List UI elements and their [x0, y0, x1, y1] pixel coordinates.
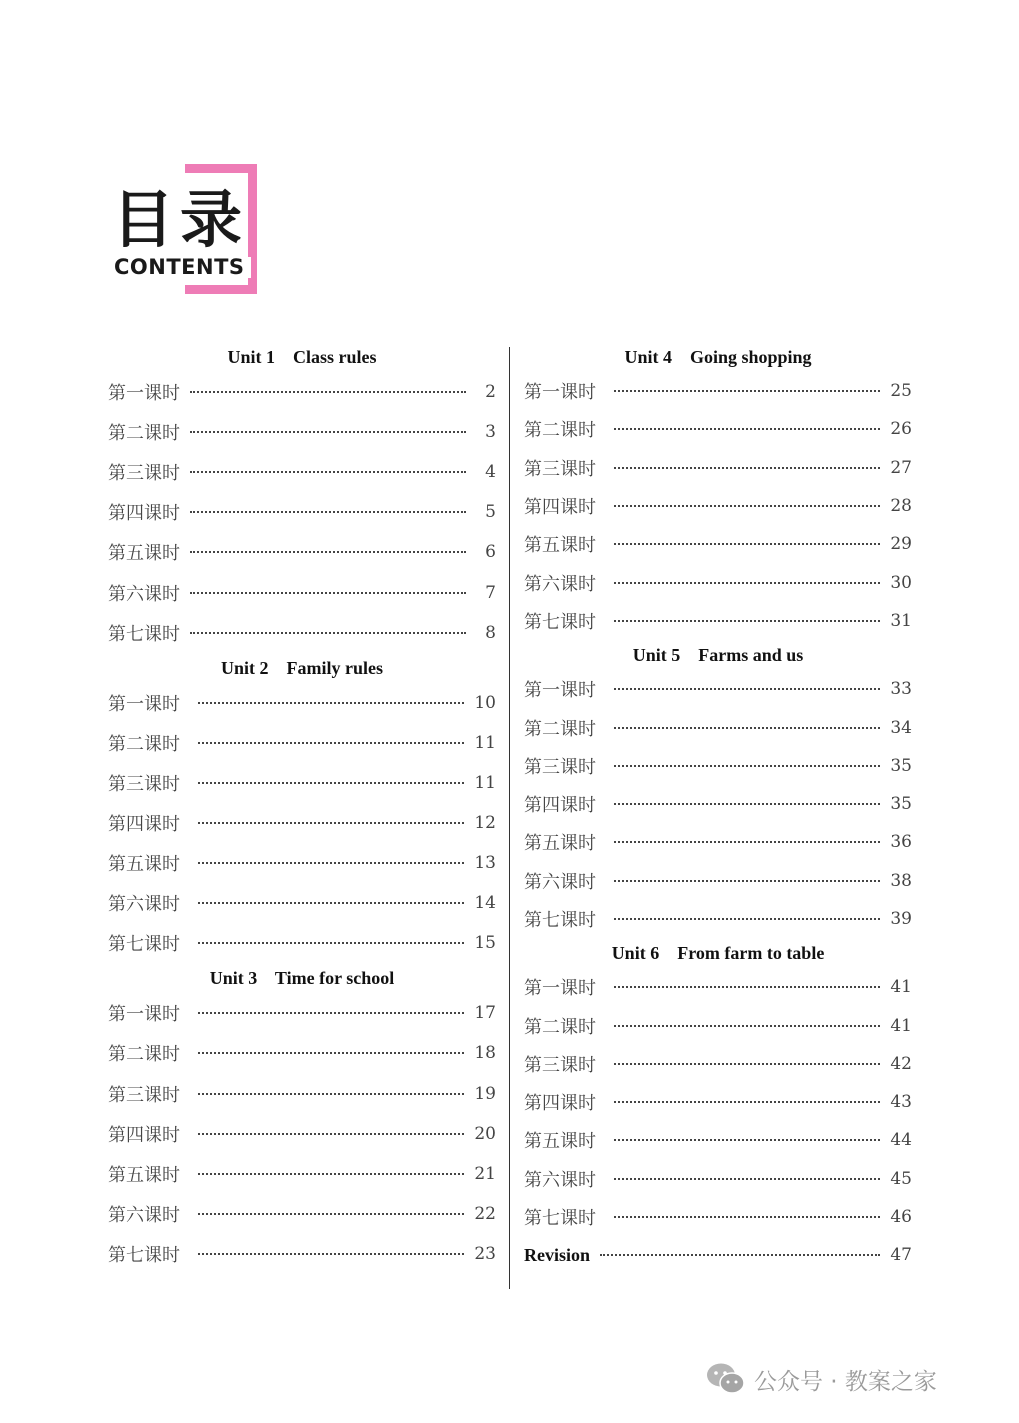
page-number: 8 [485, 622, 496, 643]
lesson-label: 第四课时 [108, 1124, 180, 1146]
unit-heading: Unit 1 Class rules [227, 347, 377, 367]
toc-entry[interactable] [108, 1074, 496, 1114]
lesson-label: 第一课时 [108, 1004, 180, 1026]
dot-leader [614, 986, 880, 988]
page-number: 23 [474, 1243, 496, 1264]
toc-entry[interactable] [108, 803, 496, 843]
lesson-label: 第四课时 [108, 503, 180, 525]
dot-leader [198, 1133, 464, 1135]
toc-entry[interactable] [524, 1006, 912, 1044]
lesson-label: 第三课时 [108, 773, 180, 795]
page-number: 41 [890, 977, 912, 998]
toc-entry[interactable] [524, 410, 912, 448]
toc-entry[interactable] [524, 900, 912, 938]
lesson-label: 第四课时 [524, 497, 596, 519]
page-number: 42 [890, 1053, 912, 1074]
toc-entry[interactable] [108, 723, 496, 763]
lesson-label: 第五课时 [524, 1131, 596, 1153]
dot-leader [614, 620, 880, 622]
toc-entry[interactable] [108, 1114, 496, 1154]
page-number: 12 [474, 812, 496, 833]
lesson-label: 第三课时 [108, 1084, 180, 1106]
toc-entry[interactable] [524, 862, 912, 900]
dot-leader [614, 1139, 880, 1141]
page-number: 35 [890, 794, 912, 815]
page-number: 28 [890, 496, 912, 517]
page-number: 31 [890, 610, 912, 631]
revision-label: Revision [524, 1244, 591, 1265]
dot-leader [198, 782, 464, 784]
page-number: 39 [890, 909, 912, 929]
dot-leader [614, 390, 880, 392]
lesson-label: 第一课时 [524, 978, 596, 1000]
toc-entry[interactable] [524, 602, 912, 640]
lesson-label: 第一课时 [524, 382, 596, 404]
toc-entry[interactable] [108, 412, 496, 452]
column-divider [509, 347, 510, 1289]
page-number: 10 [474, 692, 496, 713]
page-number: 17 [474, 1003, 496, 1024]
unit-heading: Unit 3 Time for school [209, 968, 395, 989]
toc-entry[interactable] [108, 883, 496, 923]
lesson-label: 第六课时 [108, 583, 180, 605]
dot-leader [614, 765, 880, 767]
dot-leader [198, 902, 464, 904]
dot-leader [198, 1093, 464, 1095]
lesson-label: 第六课时 [108, 1204, 180, 1226]
toc-entry[interactable] [524, 1083, 912, 1121]
toc-entry[interactable] [524, 1198, 912, 1236]
toc-entry[interactable] [524, 785, 912, 823]
dot-leader [614, 1101, 880, 1103]
watermark-text: 公众号 · 教案之家 [754, 1368, 937, 1395]
lesson-label: 第五课时 [524, 833, 596, 855]
lesson-label: 第三课时 [524, 1054, 596, 1076]
lesson-label: 第七课时 [524, 611, 596, 633]
page-number: 19 [474, 1083, 496, 1104]
toc-entry[interactable] [524, 968, 912, 1006]
lesson-label: 第一课时 [108, 383, 180, 405]
page-number: 35 [890, 755, 912, 776]
lesson-label: 第六课时 [524, 1169, 596, 1191]
lesson-label: 第七课时 [108, 1244, 180, 1266]
toc-entry[interactable] [108, 763, 496, 803]
lesson-label: 第二课时 [108, 423, 180, 445]
page-subtitle: CONTENTS [114, 257, 251, 278]
dot-leader [614, 688, 880, 690]
dot-leader [614, 582, 880, 584]
lesson-label: 第四课时 [108, 813, 180, 835]
lesson-label: 第三课时 [108, 463, 180, 485]
lesson-label: 第七课时 [524, 1208, 596, 1230]
page-number: 14 [474, 893, 496, 914]
dot-leader [198, 1052, 464, 1054]
page-number: 2 [485, 382, 496, 403]
toc-right-column [524, 342, 912, 1275]
page-number: 7 [485, 582, 496, 603]
toc-entry[interactable] [108, 1234, 496, 1274]
page-number: 34 [890, 717, 912, 738]
lesson-label: 第六课时 [524, 871, 596, 893]
toc-entry[interactable] [524, 1045, 912, 1083]
unit-heading: Unit 4 Going shopping [624, 347, 812, 367]
lesson-label: 第五课时 [524, 535, 596, 557]
dot-leader [614, 467, 880, 469]
lesson-label: 第二课时 [108, 733, 180, 755]
page-number: 13 [474, 853, 496, 874]
page-number: 6 [485, 542, 496, 563]
page-number: 21 [474, 1163, 496, 1184]
dot-leader [614, 1063, 880, 1065]
toc-entry[interactable] [524, 823, 912, 861]
toc-entry[interactable] [108, 1154, 496, 1194]
lesson-label: 第一课时 [108, 693, 180, 715]
toc-entry[interactable] [108, 492, 496, 532]
toc-entry[interactable] [524, 449, 912, 487]
unit-heading: Unit 5 Farms and us [632, 645, 804, 666]
dot-leader [614, 428, 880, 430]
dot-leader [190, 551, 466, 553]
toc-entry[interactable] [108, 613, 496, 653]
dot-leader [614, 880, 880, 882]
lesson-label: 第二课时 [108, 1044, 180, 1066]
toc-entry[interactable] [524, 670, 912, 708]
page-number: 43 [890, 1092, 912, 1113]
dot-leader [198, 742, 464, 744]
dot-leader [614, 1025, 880, 1027]
toc-entry[interactable] [524, 1121, 912, 1159]
page-number: 47 [890, 1245, 912, 1266]
dot-leader [614, 918, 880, 920]
toc-entry[interactable] [108, 923, 496, 963]
toc-entry[interactable] [108, 843, 496, 883]
toc-entry[interactable] [108, 532, 496, 572]
page-number: 45 [890, 1168, 912, 1189]
unit-heading: Unit 6 From farm to table [611, 943, 825, 964]
dot-leader [198, 1253, 464, 1255]
lesson-label: 第五课时 [108, 1164, 180, 1186]
toc-left-column [108, 342, 496, 1274]
lesson-label: 第四课时 [524, 1093, 596, 1115]
dot-leader [600, 1254, 880, 1256]
page-number: 18 [474, 1043, 496, 1064]
dot-leader [614, 505, 880, 507]
wechat-icon [706, 1362, 746, 1396]
dot-leader [190, 471, 466, 473]
dot-leader [190, 592, 466, 594]
lesson-label: 第五课时 [108, 854, 180, 876]
page-number: 25 [890, 381, 912, 402]
toc-entry[interactable] [108, 1033, 496, 1073]
dot-leader [198, 862, 464, 864]
dot-leader [198, 1173, 464, 1175]
page-number: 46 [890, 1207, 912, 1228]
dot-leader [198, 1012, 464, 1014]
dot-leader [190, 431, 466, 433]
lesson-label: 第二课时 [524, 420, 596, 442]
lesson-label: 第七课时 [108, 623, 180, 645]
page-number: 38 [890, 870, 912, 891]
dot-leader [190, 391, 466, 393]
dot-leader [198, 942, 464, 944]
dot-leader [614, 543, 880, 545]
toc-entry[interactable] [108, 683, 496, 723]
watermark [706, 1362, 937, 1396]
page-number: 3 [485, 422, 496, 443]
toc-entry[interactable] [524, 563, 912, 601]
lesson-label: 第六课时 [108, 894, 180, 916]
toc-entry[interactable] [108, 993, 496, 1033]
toc-entry[interactable] [524, 708, 912, 746]
page-number: 20 [474, 1123, 496, 1144]
page-number: 11 [474, 732, 496, 753]
toc-entry[interactable] [108, 372, 496, 412]
lesson-label: 第五课时 [108, 543, 180, 565]
page-number: 29 [890, 534, 912, 555]
page-number: 36 [890, 832, 912, 853]
page-number: 4 [485, 462, 496, 483]
toc-entry[interactable] [524, 525, 912, 563]
page-number: 26 [890, 419, 912, 440]
dot-leader [614, 841, 880, 843]
toc-entry[interactable] [108, 452, 496, 492]
toc-entry[interactable] [108, 1194, 496, 1234]
lesson-label: 第六课时 [524, 573, 596, 595]
lesson-label: 第三课时 [524, 458, 596, 480]
page-number: 5 [485, 502, 496, 523]
dot-leader [614, 803, 880, 805]
toc-entry[interactable] [524, 372, 912, 410]
dot-leader [198, 1213, 464, 1215]
page-title: 目录 [112, 183, 249, 256]
page-number: 33 [890, 679, 912, 700]
contents-header [112, 164, 272, 304]
page-number: 15 [474, 933, 496, 954]
toc-entry[interactable] [108, 572, 496, 612]
page-number: 30 [890, 572, 912, 593]
lesson-label: 第三课时 [524, 756, 596, 778]
lesson-label: 第一课时 [524, 680, 596, 702]
dot-leader [614, 1216, 880, 1218]
toc-entry[interactable] [524, 747, 912, 785]
page-number: 44 [890, 1130, 912, 1151]
toc-entry[interactable] [524, 487, 912, 525]
page-number: 27 [890, 457, 912, 478]
dot-leader [198, 822, 464, 824]
page-number: 41 [890, 1015, 912, 1036]
lesson-label: 第四课时 [524, 795, 596, 817]
lesson-label: 第二课时 [524, 1016, 596, 1038]
unit-heading: Unit 2 Family rules [221, 657, 383, 678]
toc-entry[interactable] [524, 1160, 912, 1198]
dot-leader [614, 1178, 880, 1180]
dot-leader [614, 727, 880, 729]
toc-entry-revision[interactable] [524, 1236, 912, 1274]
page-number: 22 [474, 1203, 496, 1224]
dot-leader [190, 632, 466, 634]
lesson-label: 第二课时 [524, 718, 596, 740]
dot-leader [198, 702, 464, 704]
lesson-label: 第七课时 [108, 934, 180, 956]
lesson-label: 第七课时 [524, 910, 596, 931]
dot-leader [190, 511, 466, 513]
page-number: 11 [474, 772, 496, 793]
